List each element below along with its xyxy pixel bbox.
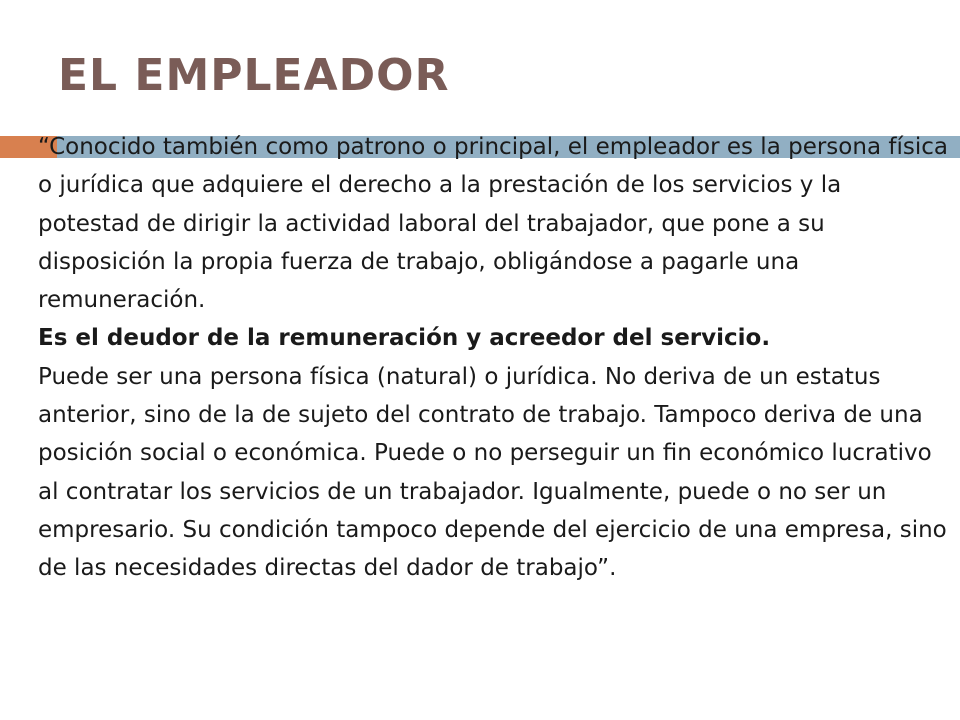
body-paragraph-part1: “Conocido también como patrono o principal, el empleador es la persona física o jurídica que adquiere el derecho a la prestación de los servicios y la potestad de dirigir la actividad laboral del trabajador, que pone a su disposición la propia fuerza de trabajo, obligándose a pagarle una remuneración. (38, 134, 948, 314)
slide-title: EL EMPLEADOR (58, 50, 450, 101)
body-bold-sentence: Es el deudor de la remuneración y acreedor del servicio. (38, 325, 771, 352)
body-paragraph-part2: Puede ser una persona física (natural) o jurídica. No deriva de un estatus anterior, sino de la de sujeto del contrato de trabajo. Tampoco deriva de una posición social o económica. Puede o no perseguir un fin económico lucrativo al contratar los servicios de un trabajador. Igualmente, puede o no ser un empresario. Su condición tampoco depende del ejercicio de una empresa, sino de las necesidades directas del dador de trabajo”. (38, 363, 947, 582)
slide-body (38, 128, 948, 588)
